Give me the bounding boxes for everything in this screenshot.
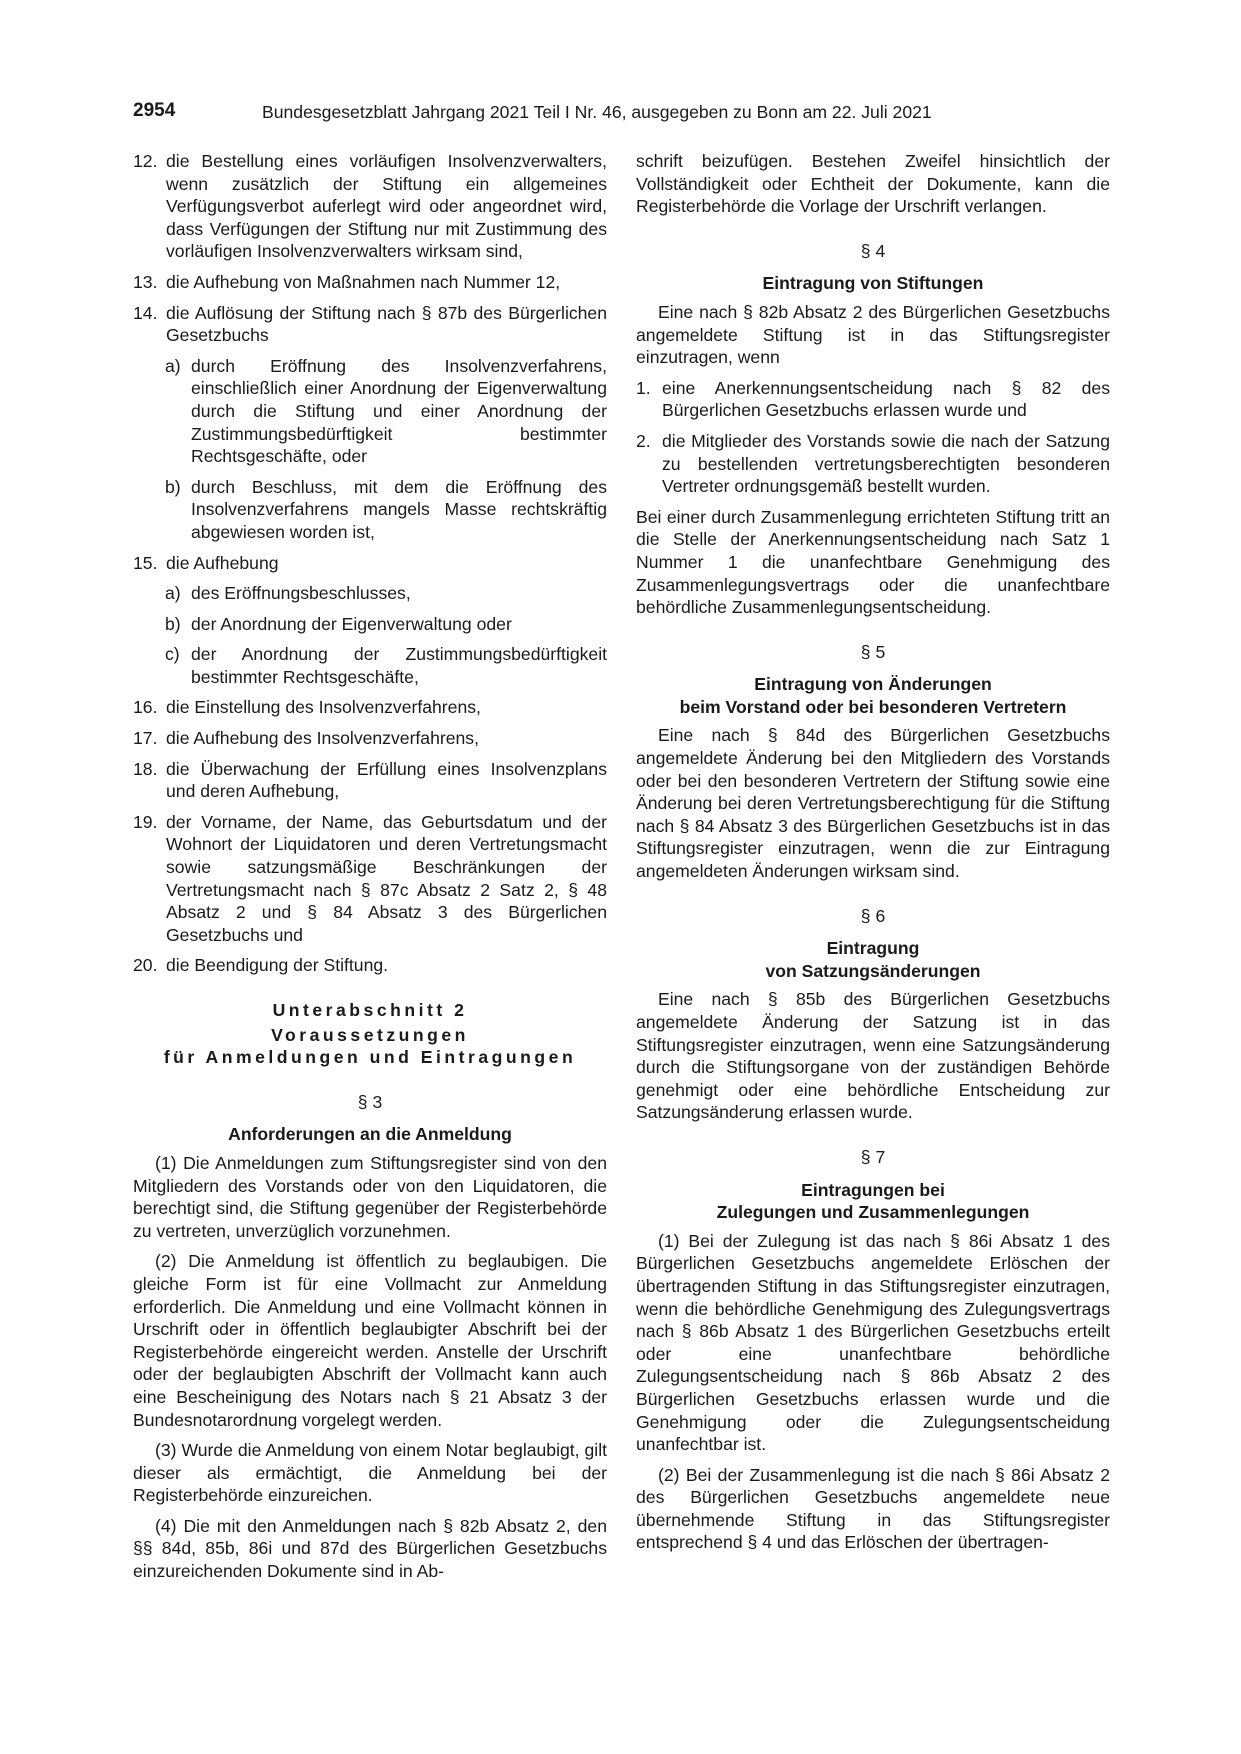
item-text: die Aufhebung des Insolvenzverfahrens, [166, 728, 479, 749]
item-text: eine Anerkennungsentscheidung nach § 82 des Bürgerlichen Gesetzbuchs erlassen wurde und [662, 377, 1110, 421]
item-text: die Einstellung des Insolvenzverfahrens, [166, 697, 481, 718]
sub-item-letter: b) [165, 476, 181, 497]
paragraph: (2) Bei der Zusammenlegung ist die nach § 86i Absatz 2 des Bürgerlichen Gesetzbuchs angemeldete neue übernehmende Stiftung in das Stiftungsregister entsprechend § 4 und das Erlöschen der übertragen- [636, 1464, 1110, 1553]
sub-item-letter: c) [165, 644, 180, 665]
sub-item-text: durch Beschluss, mit dem die Eröffnung des Insolvenzverfahrens mangels Masse rechtskräftig abgewiesen worden ist, [191, 476, 607, 542]
left-column [133, 150, 607, 1591]
list-item [133, 150, 607, 263]
section-title: Eintragungen bei [801, 1179, 945, 1200]
section-title: Eintragung von Stiftungen [762, 273, 984, 294]
section-title: Eintragung von Änderungen [754, 674, 992, 695]
list-item [133, 552, 607, 575]
list-item [133, 758, 607, 803]
item-number: 14. [133, 302, 158, 323]
paragraph: (1) Bei der Zulegung ist das nach § 86i Absatz 1 des Bürgerlichen Gesetzbuchs angemeldete Erlöschen der übertragenden Stiftung in das Stiftungsregister einzutragen, wenn die behördliche Genehmigung des Zulegungsvertrags nach § 86b Absatz 1 des Bürgerlichen Gesetzbuchs erteilt oder eine unanfechtbare behördliche Zulegungsentscheidung nach § 86b Absatz 2 des Bürgerlichen Gesetzbuchs erlassen wurde und die Genehmigung oder die Zulegungsentscheidung unanfechtbar ist. [636, 1230, 1110, 1455]
running-title: Bundesgesetzblatt Jahrgang 2021 Teil I Nr. 46, ausgegeben zu Bonn am 22. Juli 2021 [262, 102, 932, 122]
section-number: § 3 [357, 1091, 383, 1112]
sub-item [133, 355, 607, 468]
section-title: beim Vorstand oder bei besonderen Vertretern [679, 696, 1067, 717]
section-number: § 5 [860, 641, 886, 662]
sub-item-text: durch Eröffnung des Insolvenzverfahrens, einschließlich einer Anordnung der Eigenverwaltung durch die Stiftung und einer Anordnung der Zustimmungsbedürftigkeit bestimmter Rechtsgeschäfte, oder [191, 355, 607, 467]
sub-item-letter: a) [165, 355, 181, 376]
sub-item [133, 613, 607, 636]
sub-item-text: der Anordnung der Eigenverwaltung oder [191, 613, 512, 634]
item-number: 19. [133, 811, 158, 832]
paragraph: (1) Die Anmeldungen zum Stiftungsregister sind von den Mitgliedern des Vorstands oder von den Liquidatoren, die berechtigt sind, die Stiftung gegenüber der Registerbehörde zu vertreten, unverzüglich vorzunehmen. [133, 1152, 607, 1241]
item-number: 18. [133, 758, 158, 779]
section-number: § 7 [860, 1146, 886, 1167]
sub-item-text: der Anordnung der Zustimmungsbedürftigkeit bestimmter Rechtsgeschäfte, [191, 644, 607, 687]
item-number: 13. [133, 271, 158, 292]
sub-item [133, 476, 607, 544]
item-number: 12. [133, 151, 158, 171]
subdivision-title: für Anmeldungen und Eintragungen [163, 1047, 577, 1068]
item-text: die Auflösung der Stiftung nach § 87b des Bürgerlichen Gesetzbuchs [166, 302, 607, 346]
list-item [133, 811, 607, 947]
item-text: die Überwachung der Erfüllung eines Insolvenzplans und deren Aufhebung, [166, 758, 607, 802]
section-title: Anforderungen an die Anmeldung [228, 1124, 512, 1145]
sub-item-letter: a) [165, 583, 181, 604]
paragraph-continuation: schrift beizufügen. Bestehen Zweifel hinsichtlich der Vollständigkeit oder Echtheit der Dokumente, kann die Registerbehörde die Vorlage der Urschrift verlangen. [636, 151, 1110, 217]
subdivision-title: Voraussetzungen [271, 1024, 469, 1045]
section-number: § 4 [860, 240, 886, 261]
sub-item-text: des Eröffnungsbeschlusses, [191, 583, 411, 604]
item-number: 17. [133, 728, 158, 749]
item-number: 16. [133, 697, 158, 718]
section-number: § 6 [860, 905, 886, 926]
list-item [133, 954, 607, 977]
sub-item-letter: b) [165, 613, 181, 634]
item-text: der Vorname, der Name, das Geburtsdatum und der Wohnort der Liquidatoren und deren Vertretungsmacht sowie satzungsmäßige Beschränkungen der Vertretungsmacht nach § 87c Absatz 2 Satz 2, § 48 Absatz 2 und § 84 Absatz 3 des Bürgerlichen Gesetzbuchs und [166, 811, 607, 945]
paragraph: Eine nach § 82b Absatz 2 des Bürgerlichen Gesetzbuchs angemeldete Stiftung ist in das Stiftungsregister einzutragen, wenn [636, 301, 1110, 368]
subdivision-heading: Unterabschnitt 2 [272, 1000, 468, 1020]
sub-item [133, 582, 607, 605]
item-text: die Mitglieder des Vorstands sowie die nach der Satzung zu bestellenden vertretungsberechtigten besonderen Vertreter ordnungsgemäß bestellt wurden. [662, 430, 1110, 497]
page-header [0, 100, 1241, 126]
section-title: Zulegungen und Zusammenlegungen [716, 1202, 1030, 1223]
item-text: die Aufhebung von Maßnahmen nach Nummer 12, [166, 271, 561, 292]
paragraph: Bei einer durch Zusammenlegung errichteten Stiftung tritt an die Stelle der Anerkennungsentscheidung nach Satz 1 Nummer 1 die unanfechtbare Genehmigung des Zusammenlegungsvertrags oder die unanfechtbare behördliche Zusammenlegungsentscheidung. [636, 506, 1110, 618]
item-number: 1. [636, 377, 651, 398]
item-text: die Bestellung eines vorläufigen Insolvenzverwalters, wenn zusätzlich der Stiftung ein allgemeines Verfügungsverbot auferlegt wird oder angeordnet wird, dass Verfügungen der Stiftung nur mit Zustimmung des vorläufigen Insolvenzverwalters wirksam sind, [166, 151, 607, 262]
item-number: 20. [133, 955, 158, 976]
item-text: die Beendigung der Stiftung. [166, 955, 389, 976]
page-number: 2954 [133, 100, 176, 121]
paragraph: (4) Die mit den Anmeldungen nach § 82b Absatz 2, den §§ 84d, 85b, 86i und 87d des Bürgerlichen Gesetzbuchs einzureichenden Dokumente sind in Ab- [133, 1515, 607, 1582]
paragraph: (3) Wurde die Anmeldung von einem Notar beglaubigt, gilt dieser als ermächtigt, die Anmeldung bei der Registerbehörde einzureichen. [133, 1440, 607, 1506]
list-item [133, 727, 607, 750]
section-title: Eintragung [826, 938, 920, 959]
paragraph: Eine nach § 85b des Bürgerlichen Gesetzbuchs angemeldete Änderung der Satzung ist in das Stiftungsregister einzutragen, wenn eine Satzungsänderung durch die Stiftungsorgane von der zuständigen Behörde genehmigt oder eine behördliche Entscheidung zur Satzungsänderung erlassen wurde. [636, 989, 1110, 1123]
paragraph: Eine nach § 84d des Bürgerlichen Gesetzbuchs angemeldete Änderung bei den Mitgliedern des Vorstands oder bei den besonderen Vertretern der Stiftung sowie eine Änderung bei deren Vertretungsberechtigung für die Stiftung nach § 84 Absatz 3 des Bürgerlichen Gesetzbuchs ist in das Stiftungsregister einzutragen, wenn die zur Eintragung angemeldeten Änderungen wirksam sind. [636, 725, 1110, 882]
list-item [636, 377, 1110, 422]
list-item [133, 696, 607, 719]
paragraph: (2) Die Anmeldung ist öffentlich zu beglaubigen. Die gleiche Form ist für eine Vollmacht zur Anmeldung erforderlich. Die Anmeldung und eine Vollmacht können in Urschrift oder in öffentlich beglaubigter Abschrift bei der Registerbehörde eingereicht werden. Anstelle der Urschrift oder der beglaubigten Abschrift der Vollmacht kann auch eine Bescheinigung des Notars nach § 21 Absatz 3 der Bundesnotarordnung vorgelegt werden. [133, 1251, 607, 1430]
list-item [636, 430, 1110, 498]
sub-item [133, 643, 607, 688]
list-item [133, 271, 607, 294]
item-text: die Aufhebung [166, 552, 279, 573]
section-title: von Satzungsänderungen [765, 960, 981, 981]
item-number: 15. [133, 552, 158, 573]
item-number: 2. [636, 430, 651, 451]
list-item [133, 302, 607, 347]
right-column [636, 150, 1110, 1562]
